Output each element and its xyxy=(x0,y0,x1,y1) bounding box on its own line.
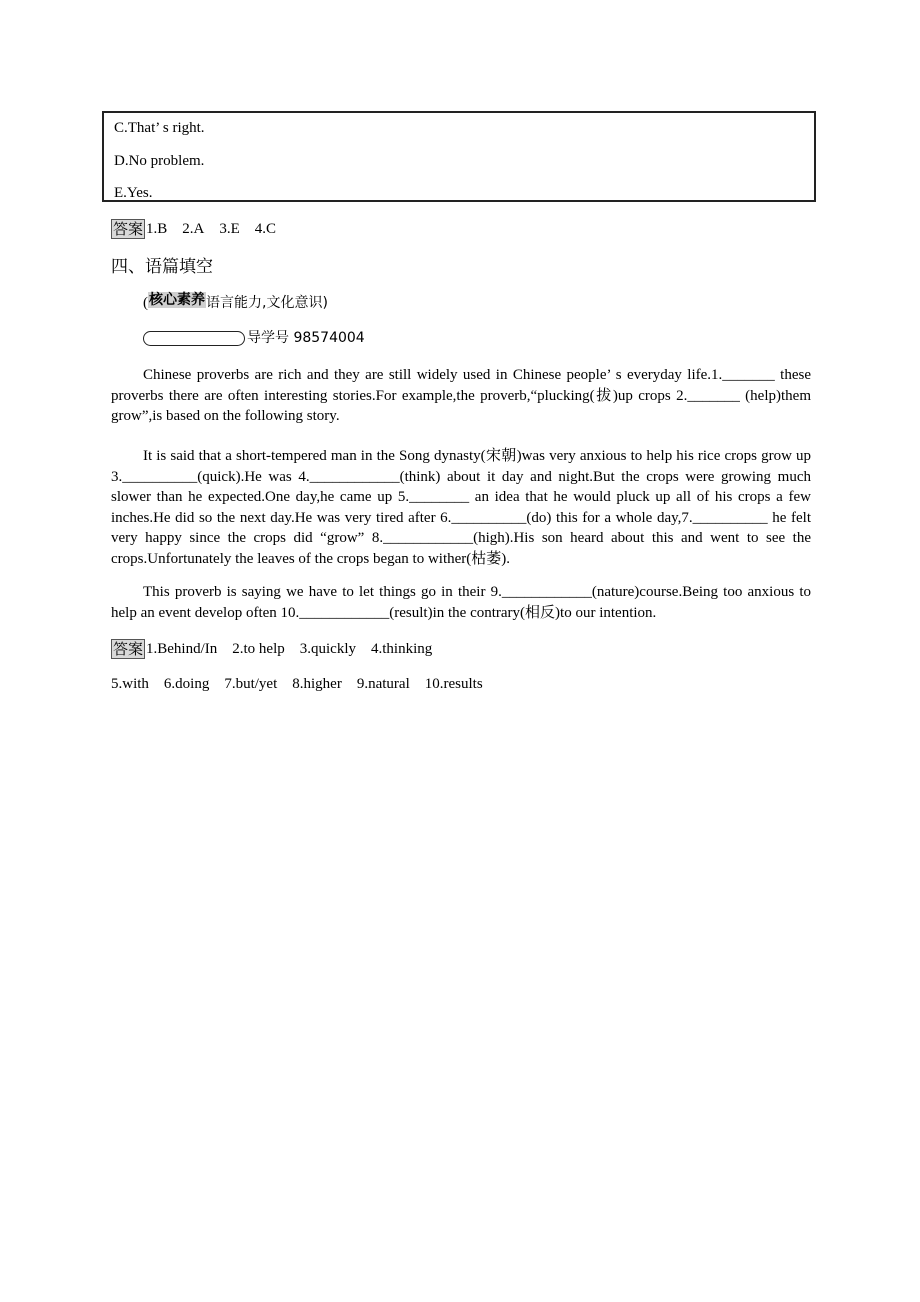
option-e: E.Yes. xyxy=(114,185,153,201)
guide-pill-shape xyxy=(143,331,245,346)
answer-item: 9.natural xyxy=(356,676,410,692)
answer-item: 3.E xyxy=(219,221,240,237)
answer-item: 7.but/yet xyxy=(224,676,278,692)
passage-paragraph-1: Chinese proverbs are rich and they are still widely used in Chinese people’ s everyday life.1._______ these proverbs there are often interesting stories.For example,the proverb,“plucking(拔)up crops 2._______ (help)them grow”,is based on the following story. xyxy=(111,367,811,424)
answer-row-1 xyxy=(111,219,291,239)
options-box xyxy=(102,111,816,202)
answer-item: 6.doing xyxy=(163,676,210,692)
answer-item: 8.higher xyxy=(292,676,342,692)
core-literacy-line xyxy=(143,293,328,313)
answer-item: 2.to help xyxy=(232,641,285,657)
answer-row-2 xyxy=(111,639,447,659)
answer-item: 1.Behind/In xyxy=(146,641,218,657)
guide-number-line xyxy=(143,328,365,348)
option-d: D.No problem. xyxy=(114,153,205,169)
section-title: 四、语篇填空 xyxy=(111,257,213,277)
answer-item: 5.with xyxy=(111,676,149,692)
answer-item: 1.B xyxy=(146,221,168,237)
answer-badge: 答案 xyxy=(113,220,144,238)
answer-badge: 答案 xyxy=(113,640,144,658)
option-c: C.That’ s right. xyxy=(114,120,205,136)
open-paren: ( xyxy=(143,295,148,311)
guide-number-label: 导学号 98574004 xyxy=(247,330,365,346)
passage-paragraph-3: This proverb is saying we have to let things go in their 9.____________(nature)course.Being too anxious to help an event develop often 10.____________(result)in the contrary(相反)to our intention. xyxy=(111,584,811,621)
core-literacy-text: 语言能力,文化意识) xyxy=(206,295,328,311)
answer-item: 2.A xyxy=(182,221,205,237)
passage-paragraph-2: It is said that a short-tempered man in the Song dynasty(宋朝)was very anxious to help his rice crops grow up 3.__________(quick).He was 4.____________(think) about it day and night.But the crops were growing much slower than he expected.One day,he came up 5.________ an idea that he would pluck up all of his crops a few inches.He did so the next day.He was very tired after 6.__________(do) this for a whole day,7.__________ he felt very happy since the crops did “grow” 8.____________(high).His son heard about this and went to see the crops.Unfortunately the leaves of the crops began to wither(枯萎). xyxy=(111,448,811,567)
answer-item: 3.quickly xyxy=(299,641,357,657)
core-literacy-badge: 核心素养 xyxy=(149,292,205,308)
answer-item: 4.C xyxy=(254,221,277,237)
answer-item: 10.results xyxy=(424,676,483,692)
answer-row-3 xyxy=(111,674,498,694)
answer-item: 4.thinking xyxy=(371,641,433,657)
